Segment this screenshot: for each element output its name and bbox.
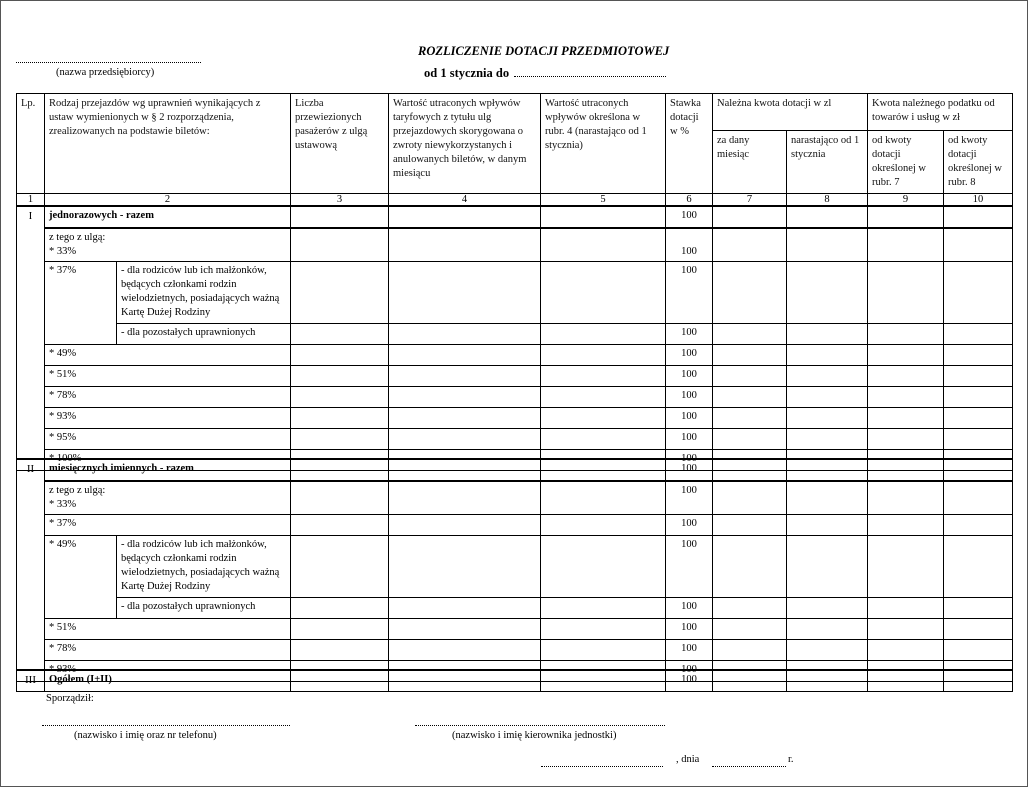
total-lp: III [17,670,45,692]
rate-cell: 100 [666,459,713,481]
input-cell[interactable] [389,459,541,481]
input-cell[interactable] [389,366,541,387]
rate-cell: 100 [666,640,713,661]
discount-49: * 49% [45,536,117,619]
input-cell[interactable] [291,429,389,450]
input-cell[interactable] [291,387,389,408]
table-row [17,262,1013,324]
input-cell[interactable] [713,262,787,324]
input-cell[interactable] [713,206,787,228]
input-cell[interactable] [713,324,787,345]
rate-cell: 100 [666,661,713,682]
input-cell[interactable] [541,619,666,640]
input-cell[interactable] [291,459,389,481]
input-cell[interactable] [291,228,389,262]
input-cell[interactable] [868,206,944,228]
input-cell[interactable] [787,515,868,536]
input-cell[interactable] [541,324,666,345]
input-cell[interactable] [541,640,666,661]
rate-cell: 100 [666,366,713,387]
input-cell[interactable] [713,387,787,408]
rate-cell: 100 [666,429,713,450]
input-cell[interactable] [541,366,666,387]
rate-cell: 100 [666,670,713,692]
manager-caption: (nazwisko i imię kierownika jednostki) [452,730,617,741]
input-cell[interactable] [291,640,389,661]
column-numbers-row [17,194,1013,207]
input-cell[interactable] [389,481,541,515]
discount-49: * 49% [45,345,291,366]
input-cell[interactable] [787,408,868,429]
input-cell[interactable] [787,481,868,515]
input-cell[interactable] [541,670,666,692]
input-cell[interactable] [291,262,389,324]
input-cell[interactable] [541,345,666,366]
input-cell[interactable] [787,324,868,345]
large-family-label: - dla rodziców lub ich małżonków, będących członkami rodzin wielodzietnych, posiadających ważną Kartę Dużej Rodziny [117,262,291,324]
input-cell[interactable] [389,345,541,366]
table-row [17,228,1013,262]
header-cumulative: narastająco od 1 stycznia [787,131,868,194]
input-cell[interactable] [868,481,944,515]
table-row [17,515,1013,536]
input-cell[interactable] [389,262,541,324]
discount-78: * 78% [45,640,291,661]
input-cell[interactable] [389,640,541,661]
prepared-by-label: Sporządził: [46,693,94,704]
input-cell[interactable] [389,206,541,228]
input-cell[interactable] [291,324,389,345]
large-family-label: - dla rodziców lub ich małżonków, będących członkami rodzin wielodzietnych, posiadających ważną Kartę Dużej Rodziny [117,536,291,598]
col-number: 5 [541,194,666,207]
rate-cell: 100 [666,324,713,345]
input-cell[interactable] [944,429,1013,450]
input-cell[interactable] [389,387,541,408]
input-cell[interactable] [787,598,868,619]
input-cell[interactable] [868,262,944,324]
input-cell[interactable] [713,408,787,429]
input-cell[interactable] [944,640,1013,661]
discount-33: z tego z ulgą: * 33% [45,228,291,262]
col-number: 9 [868,194,944,207]
input-cell[interactable] [944,481,1013,515]
section-2-lp: II [17,459,45,682]
rate-cell: 100 [666,387,713,408]
rate-cell: 100 [666,262,713,324]
input-cell[interactable] [713,228,787,262]
table-row [17,640,1013,661]
prepared-by-caption: (nazwisko i imię oraz nr telefonu) [74,730,217,741]
total-label: Ogółem (I+II) [45,670,291,692]
input-cell[interactable] [541,536,666,598]
input-cell[interactable] [291,619,389,640]
input-cell[interactable] [787,459,868,481]
page-title: ROZLICZENIE DOTACJI PRZEDMIOTOWEJ [418,44,670,58]
col-number: 4 [389,194,541,207]
discount-33: z tego z ulgą: * 33% [45,481,291,515]
input-cell[interactable] [868,387,944,408]
input-cell[interactable] [868,640,944,661]
table-row [17,429,1013,450]
input-cell[interactable] [787,345,868,366]
section-2-label: miesięcznych imiennych - razem [45,459,291,481]
header-month: za dany miesiąc [713,131,787,194]
input-cell[interactable] [944,536,1013,598]
rate-cell: 100 [666,228,713,262]
col-number: 6 [666,194,713,207]
input-cell[interactable] [868,366,944,387]
input-cell[interactable] [868,515,944,536]
discount-37: * 37% [45,515,291,536]
section-1-label: jednorazowych - razem [45,206,291,228]
input-cell[interactable] [541,459,666,481]
input-cell[interactable] [868,459,944,481]
discount-37: * 37% [45,262,117,345]
table-row [17,408,1013,429]
input-cell[interactable] [541,206,666,228]
input-cell[interactable] [541,429,666,450]
rate-cell: 100 [666,450,713,471]
input-cell[interactable] [389,408,541,429]
rate-cell: 100 [666,206,713,228]
discount-95: * 95% [45,429,291,450]
header-lost-revenue-cumulative: Wartość utraconych wpływów określona w rubr. 4 (narastająco od 1 stycznia) [541,94,666,194]
input-cell[interactable] [868,670,944,692]
rate-cell: 100 [666,515,713,536]
input-cell[interactable] [868,429,944,450]
discount-93: * 93% [45,408,291,429]
table-row [17,387,1013,408]
table-row [17,459,1013,481]
col-number: 1 [17,194,45,207]
input-cell[interactable] [389,324,541,345]
input-cell[interactable] [713,459,787,481]
rate-cell: 100 [666,345,713,366]
input-cell[interactable] [713,598,787,619]
input-cell[interactable] [787,366,868,387]
table-row [17,366,1013,387]
input-cell[interactable] [713,345,787,366]
settlement-table-part-2 [16,458,1013,682]
discount-51: * 51% [45,366,291,387]
input-cell[interactable] [944,387,1013,408]
input-cell[interactable] [541,228,666,262]
total-row [17,670,1013,692]
section-1-lp: I [17,206,45,471]
input-cell[interactable] [787,262,868,324]
table-row [17,345,1013,366]
input-cell[interactable] [291,670,389,692]
manager-line[interactable] [415,725,665,726]
settlement-table [16,93,1013,471]
input-cell[interactable] [787,228,868,262]
table-row [17,598,1013,619]
date-label: , dnia [676,754,700,765]
input-cell[interactable] [868,324,944,345]
year-suffix: r. [788,754,794,765]
place-line[interactable] [541,766,663,767]
header-vat-amount: Kwota należnego podatku od towarów i usług w zł [868,94,1013,131]
input-cell[interactable] [291,366,389,387]
input-cell[interactable] [944,345,1013,366]
input-cell[interactable] [291,515,389,536]
input-cell[interactable] [541,515,666,536]
input-cell[interactable] [868,345,944,366]
input-cell[interactable] [944,324,1013,345]
input-cell[interactable] [787,536,868,598]
period-label: od 1 stycznia do [424,66,666,81]
table-row [17,481,1013,515]
header-lp: Lp. [17,94,45,194]
input-cell[interactable] [713,481,787,515]
input-cell[interactable] [291,345,389,366]
date-line[interactable] [712,766,786,767]
input-cell[interactable] [713,515,787,536]
input-cell[interactable] [541,387,666,408]
header-vat-from-7: od kwoty dotacji określonej w rubr. 7 [868,131,944,194]
input-cell[interactable] [868,619,944,640]
others-label: - dla pozostałych uprawnionych [117,324,291,345]
rate-cell: 100 [666,619,713,640]
input-cell[interactable] [787,640,868,661]
input-cell[interactable] [944,408,1013,429]
input-cell[interactable] [389,619,541,640]
company-name-line[interactable] [16,62,201,63]
input-cell[interactable] [713,429,787,450]
rate-cell: 100 [666,598,713,619]
input-cell[interactable] [389,598,541,619]
input-cell[interactable] [389,429,541,450]
input-cell[interactable] [291,206,389,228]
input-cell[interactable] [944,228,1013,262]
input-cell[interactable] [868,536,944,598]
rate-cell: 100 [666,481,713,515]
col-number: 3 [291,194,389,207]
prepared-by-line[interactable] [42,725,290,726]
input-cell[interactable] [868,228,944,262]
discount-78: * 78% [45,387,291,408]
input-cell[interactable] [713,366,787,387]
input-cell[interactable] [868,598,944,619]
period-date-field[interactable] [514,66,666,77]
input-cell[interactable] [868,408,944,429]
input-cell[interactable] [713,536,787,598]
header-subsidy-amount: Należna kwota dotacji w zl [713,94,868,131]
header-subsidy-rate: Stawka dotacji w % [666,94,713,194]
input-cell[interactable] [787,429,868,450]
input-cell[interactable] [291,408,389,429]
discount-51: * 51% [45,619,291,640]
col-number: 10 [944,194,1013,207]
input-cell[interactable] [787,387,868,408]
input-cell[interactable] [713,670,787,692]
input-cell[interactable] [944,206,1013,228]
header-passengers: Liczba przewiezionych pasażerów z ulgą ustawową [291,94,389,194]
header-vat-from-10: od kwoty dotacji określonej w rubr. 8 [944,131,1013,194]
rate-cell: 100 [666,536,713,598]
input-cell[interactable] [944,670,1013,692]
col-number: 2 [45,194,291,207]
input-cell[interactable] [787,619,868,640]
input-cell[interactable] [541,408,666,429]
input-cell[interactable] [944,262,1013,324]
input-cell[interactable] [291,598,389,619]
input-cell[interactable] [944,366,1013,387]
input-cell[interactable] [541,598,666,619]
input-cell[interactable] [944,619,1013,640]
table-row [17,206,1013,228]
company-caption: (nazwa przedsiębiorcy) [56,67,155,78]
input-cell[interactable] [541,481,666,515]
input-cell[interactable] [713,619,787,640]
input-cell[interactable] [944,459,1013,481]
input-cell[interactable] [389,670,541,692]
table-row [17,619,1013,640]
input-cell[interactable] [787,206,868,228]
total-table [16,669,1013,692]
others-label: - dla pozostałych uprawnionych [117,598,291,619]
input-cell[interactable] [944,515,1013,536]
input-cell[interactable] [541,262,666,324]
input-cell[interactable] [389,536,541,598]
rate-cell: 100 [666,408,713,429]
table-row [17,324,1013,345]
input-cell[interactable] [389,515,541,536]
input-cell[interactable] [787,670,868,692]
input-cell[interactable] [291,536,389,598]
input-cell[interactable] [291,481,389,515]
input-cell[interactable] [713,640,787,661]
header-lost-revenue-month: Wartość utraconych wpływów taryfowych z tytułu ulg przejazdowych skorygowana o zwroty niewykorzystanych i anulowanych biletów, w danym miesiącu [389,94,541,194]
input-cell[interactable] [944,598,1013,619]
table-row [17,536,1013,598]
col-number: 8 [787,194,868,207]
input-cell[interactable] [389,228,541,262]
discount-93: * 93% [45,661,291,682]
discount-100: * 100% [45,450,291,471]
col-number: 7 [713,194,787,207]
header-ride-type: Rodzaj przejazdów wg uprawnień wynikających z ustaw wymienionych w § 2 rozporządzenia, zrealizowanych na podstawie biletów: [45,94,291,194]
